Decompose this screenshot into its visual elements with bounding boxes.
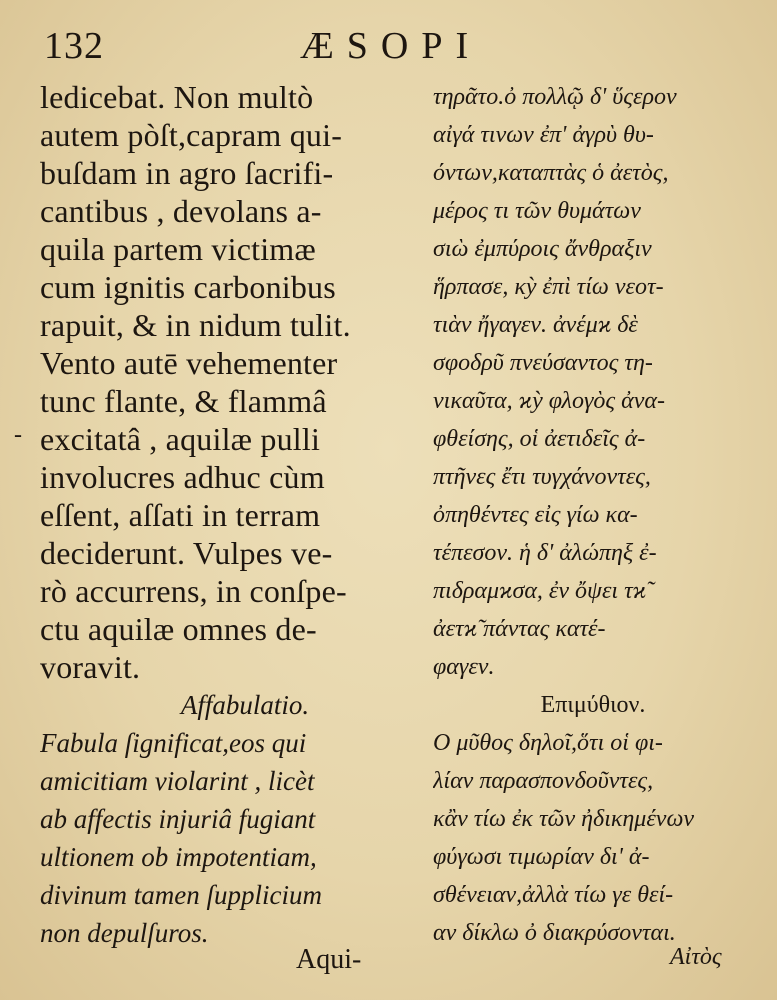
catchword-right: Αἰτὸς <box>670 944 722 970</box>
moral-line: Fabula ſignificat,eos qui <box>40 728 307 758</box>
greek-line: ἥρπασε, κỳ ἐπὶ τίω νεοτ- <box>433 274 664 300</box>
latin-line: cum ignitis carbonibus <box>40 269 336 305</box>
greek-moral-line: λίαν παρασπονδοῦντες, <box>433 768 654 794</box>
affabulatio-heading: Affabulatio. <box>180 690 310 720</box>
latin-line: autem pòſt,capram qui- <box>40 117 343 153</box>
greek-line: σιὼ ἐμπύροις ἄνθραξιν <box>433 236 652 262</box>
greek-line: ὀπηθέντες εἰς γίω κα- <box>433 502 638 528</box>
moral-line: amicitiam violarint , licèt <box>40 766 315 796</box>
moral-line: divinum tamen ſupplicium <box>40 880 322 910</box>
latin-line: rò accurrens, in conſpe- <box>40 573 347 609</box>
greek-moral-line: κἂν τίω ἐκ τῶν ἠδικημένων <box>433 806 695 832</box>
greek-line: τέπεσον. ἡ δ' ἀλώπηξ ἐ- <box>433 540 657 566</box>
greek-line: σφοδρῦ πνεύσαντος τη- <box>433 350 653 376</box>
running-head: ÆSOPI <box>300 25 482 67</box>
greek-line: αἰγά τινων ἐπ' ἀγρὺ θυ- <box>433 122 654 148</box>
greek-line: φθείσης, οἱ ἀετιδεῖς ἀ- <box>433 426 646 452</box>
page-header <box>0 18 777 68</box>
latin-line: excitatâ , aquilæ pulli <box>40 421 321 457</box>
latin-line: ctu aquilæ omnes de- <box>40 611 317 647</box>
greek-moral-line: σθένειαν,ἀλλὰ τίω γε θεί- <box>433 882 674 908</box>
latin-line: rapuit, & in nidum tulit. <box>40 307 351 343</box>
latin-column <box>40 78 420 952</box>
latin-line: Vento autē vehementer <box>40 345 338 381</box>
margin-mark: - <box>14 422 22 448</box>
greek-moral-line: φύγωσι τιμωρίαν δι' ἀ- <box>433 844 650 870</box>
latin-line: ledicebat. Non multò <box>40 79 314 115</box>
greek-line: όντων,καταπτὰς ὁ ἀετὸς, <box>433 160 669 186</box>
epimythion-heading: Επιμύθιον. <box>540 692 646 718</box>
latin-line: involucres adhuc cùm <box>40 459 325 495</box>
latin-line: deciderunt. Vulpes ve- <box>40 535 333 571</box>
greek-line: τηρᾶτο.ὀ πολλῷ δ' ὕςερον <box>433 84 677 110</box>
moral-line: ultionem ob impotentiam, <box>40 842 317 872</box>
latin-line: eſſent, aſſati in terram <box>40 497 321 533</box>
latin-line: quila partem victimæ <box>40 231 316 267</box>
greek-line: τιὰν ἤγαγεν. ἀνέμϰ δὲ <box>433 312 638 338</box>
greek-line: πιδραμϰσα, ἐν ὄψει τϰ̃ <box>433 578 647 604</box>
latin-line: tunc flante, & flammâ <box>40 383 327 419</box>
greek-moral-line: αν δίκλω ὀ διακρύσονται. <box>433 920 676 946</box>
greek-line: νικαῦτα, ϰỳ φλογὸς ἀνα- <box>433 388 665 414</box>
latin-line: cantibus , devolans a- <box>40 193 322 229</box>
greek-line: πτῆνες ἔτι τυγχάνοντες, <box>433 464 651 490</box>
latin-line: buſdam in agro ſacrifi- <box>40 155 334 191</box>
greek-column <box>433 78 753 952</box>
greek-line: φαγεν. <box>433 654 495 680</box>
greek-line: ἀετϰ̃ πάντας κατέ- <box>433 616 606 642</box>
greek-line: μέρος τι τῶν θυμάτων <box>433 198 641 224</box>
catchword-left: Aqui- <box>296 944 362 975</box>
greek-moral-line: Ο μῦθος δηλοῖ,ὅτι οἱ φι- <box>433 730 663 756</box>
page-number: 132 <box>44 25 104 67</box>
latin-line: voravit. <box>40 649 141 685</box>
moral-line: ab affectis injuriâ fugiant <box>40 804 316 834</box>
moral-line: non depulſuros. <box>40 918 209 948</box>
